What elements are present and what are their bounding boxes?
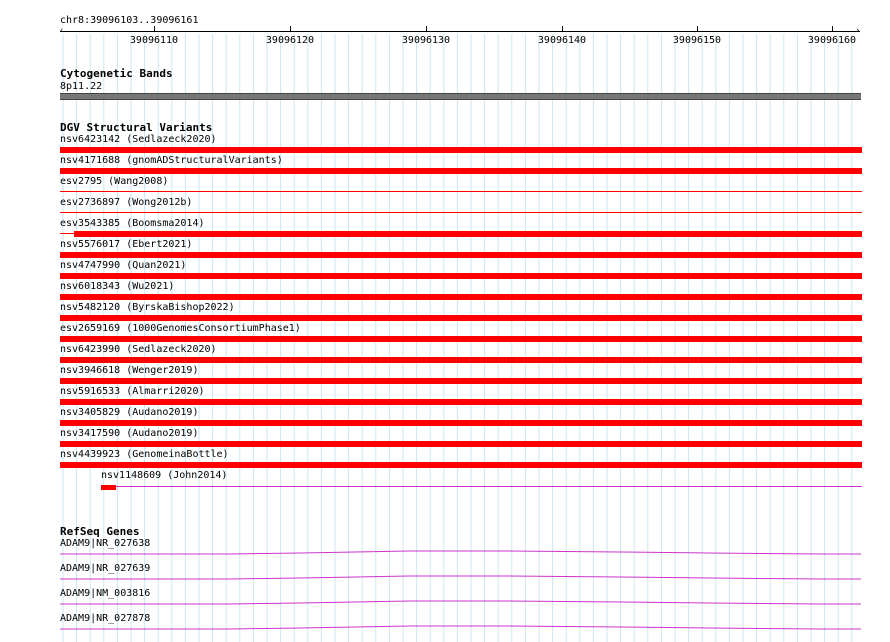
dgv-variant-bar[interactable] xyxy=(74,231,862,237)
refseq-gene-model[interactable] xyxy=(60,597,861,611)
refseq-gene-label: ADAM9|NR_027639 xyxy=(60,563,151,574)
dgv-variant-bar[interactable] xyxy=(60,441,862,447)
dgv-variant-bar[interactable] xyxy=(60,147,862,153)
dgv-variant-label: nsv4171688 (gnomADStructuralVariants) xyxy=(60,155,283,166)
dgv-variant-label: nsv3417590 (Audano2019) xyxy=(60,428,199,439)
dgv-variant-bar[interactable] xyxy=(101,485,116,490)
refseq-gene-model[interactable] xyxy=(60,622,861,636)
ruler-tick-mark xyxy=(154,26,155,32)
ruler-tick-mark xyxy=(290,26,291,32)
dgv-variant-bar[interactable] xyxy=(60,252,862,258)
dgv-variant-label: esv3543385 (Boomsma2014) xyxy=(60,218,205,229)
ruler-right-arrow-icon: › xyxy=(855,26,861,36)
dgv-variant-bar[interactable] xyxy=(60,273,862,279)
refseq-gene-label: ADAM9|NM_003816 xyxy=(60,588,151,599)
dgv-track-title[interactable]: DGV Structural Variants xyxy=(60,121,213,134)
dgv-variant-bar[interactable] xyxy=(60,294,862,300)
dgv-variant-label: esv2659169 (1000GenomesConsortiumPhase1) xyxy=(60,323,301,334)
refseq-gene-model[interactable] xyxy=(60,547,861,561)
dgv-variant-label: esv2795 (Wang2008) xyxy=(60,176,169,187)
dgv-variant-label: nsv1148609 (John2014) xyxy=(101,470,228,481)
dgv-variant-label: nsv6423142 (Sedlazeck2020) xyxy=(60,134,217,145)
ruler-tick-mark xyxy=(697,26,698,32)
dgv-variant-label: nsv4747990 (Quan2021) xyxy=(60,260,187,271)
ruler-tick-label: 39096140 xyxy=(537,35,587,46)
refseq-gene-label: ADAM9|NR_027878 xyxy=(60,613,151,624)
cyto-band-bar[interactable] xyxy=(60,93,861,100)
ruler-axis xyxy=(60,31,860,32)
cyto-track-title[interactable]: Cytogenetic Bands xyxy=(60,67,173,80)
refseq-track-title[interactable]: RefSeq Genes xyxy=(60,525,140,538)
ruler-tick-mark xyxy=(562,26,563,32)
ruler-tick-mark xyxy=(426,26,427,32)
refseq-gene-label: ADAM9|NR_027638 xyxy=(60,538,151,549)
dgv-variant-bar[interactable] xyxy=(60,336,862,342)
dgv-variant-bar[interactable] xyxy=(60,378,862,384)
dgv-variant-line[interactable] xyxy=(60,191,862,192)
dgv-variant-bar[interactable] xyxy=(60,462,862,468)
dgv-variant-label: nsv5576017 (Ebert2021) xyxy=(60,239,193,250)
ruler-left-arrow-icon: ‹ xyxy=(59,26,65,36)
dgv-variant-label: nsv5916533 (Almarri2020) xyxy=(60,386,205,397)
dgv-variant-bar[interactable] xyxy=(60,168,862,174)
ruler-tick-label: 39096120 xyxy=(265,35,315,46)
dgv-variant-bar[interactable] xyxy=(60,357,862,363)
dgv-variant-bar[interactable] xyxy=(60,420,862,426)
cyto-band-label: 8p11.22 xyxy=(60,81,103,92)
dgv-variant-label: nsv6423990 (Sedlazeck2020) xyxy=(60,344,217,355)
ruler-tick-label: 39096110 xyxy=(129,35,179,46)
position-label: chr8:39096103..39096161 xyxy=(60,15,199,26)
dgv-variant-label: nsv4439923 (GenomeinaBottle) xyxy=(60,449,229,460)
dgv-variant-line[interactable] xyxy=(101,486,862,487)
ruler-tick-label: 39096130 xyxy=(401,35,451,46)
dgv-variant-bar[interactable] xyxy=(60,315,862,321)
dgv-variant-label: nsv3405829 (Audano2019) xyxy=(60,407,199,418)
ruler-tick-label: 39096150 xyxy=(672,35,722,46)
dgv-variant-label: nsv5482120 (ByrskaBishop2022) xyxy=(60,302,235,313)
refseq-gene-model[interactable] xyxy=(60,572,861,586)
dgv-variant-bar[interactable] xyxy=(60,399,862,405)
dgv-variant-label: nsv3946618 (Wenger2019) xyxy=(60,365,199,376)
dgv-variant-line[interactable] xyxy=(60,212,862,213)
ruler-tick-label: 39096160 xyxy=(807,35,857,46)
ruler-tick-mark xyxy=(832,26,833,32)
dgv-variant-line[interactable] xyxy=(60,233,74,234)
dgv-variant-label: nsv6018343 (Wu2021) xyxy=(60,281,175,292)
dgv-variant-label: esv2736897 (Wong2012b) xyxy=(60,197,193,208)
